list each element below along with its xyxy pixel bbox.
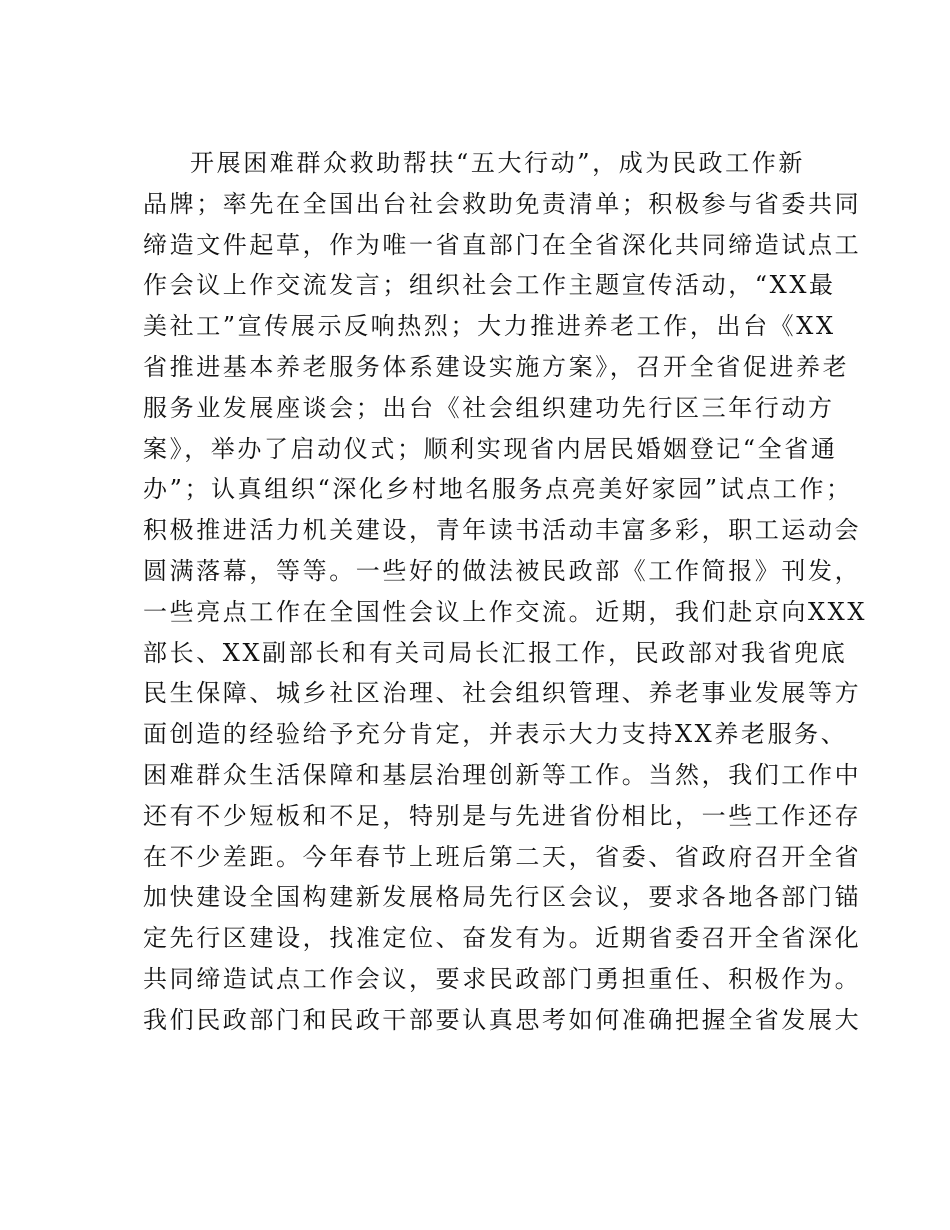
text-line: 共同缔造试点工作会议，要求民政部门勇担重任、积极作为。 <box>143 964 862 993</box>
text-line: 民生保障、城乡社区治理、社会组织管理、养老事业发展等方 <box>143 679 862 708</box>
text-line: 省推进基本养老服务体系建设实施方案》，召开全省促进养老 <box>143 352 850 381</box>
text-line: 案》，举办了启动仪式；顺利实现省内居民婚姻登记“全省通 <box>143 434 838 463</box>
text-line: 一些亮点工作在全国性会议上作交流。近期，我们赴京向XXX <box>143 597 868 626</box>
text-line: 加快建设全国构建新发展格局先行区会议，要求各地各部门锚 <box>143 883 862 912</box>
text-line: 品牌；率先在全国出台社会救助免责清单；积极参与省委共同 <box>143 189 862 218</box>
text-line: 美社工”宣传展示反响热烈；大力推进养老工作，出台《XX <box>143 312 836 341</box>
body-paragraph <box>143 143 868 1041</box>
text-line: 还有不少短板和不足，特别是与先进省份相比，一些工作还存 <box>143 801 862 830</box>
text-line: 困难群众生活保障和基层治理创新等工作。当然，我们工作中 <box>143 760 862 789</box>
text-line: 部长、XX副部长和有关司局长汇报工作，民政部对我省兜底 <box>143 638 848 667</box>
text-line: 缔造文件起草，作为唯一省直部门在全省深化共同缔造试点工 <box>143 230 862 259</box>
text-line: 圆满落幕，等等。一些好的做法被民政部《工作简报》刊发， <box>143 556 862 585</box>
text-line: 服务业发展座谈会；出台《社会组织建功先行区三年行动方 <box>143 393 835 422</box>
text-line: 开展困难群众救助帮扶“五大行动”，成为民政工作新 <box>190 149 805 177</box>
text-line: 积极推进活力机关建设，青年读书活动丰富多彩，职工运动会 <box>143 516 862 545</box>
text-line: 作会议上作交流发言；组织社会工作主题宣传活动，“XX最 <box>143 271 836 300</box>
text-line: 办”；认真组织“深化乡村地名服务点亮美好家园”试点工作； <box>143 475 853 504</box>
text-line: 定先行区建设，找准定位、奋发有为。近期省委召开全省深化 <box>143 924 862 953</box>
text-line: 我们民政部门和民政干部要认真思考如何准确把握全省发展大 <box>143 1005 862 1034</box>
text-line: 面创造的经验给予充分肯定，并表示大力支持XX养老服务、 <box>143 720 848 749</box>
text-line: 在不少差距。今年春节上班后第二天，省委、省政府召开全省 <box>143 842 862 871</box>
